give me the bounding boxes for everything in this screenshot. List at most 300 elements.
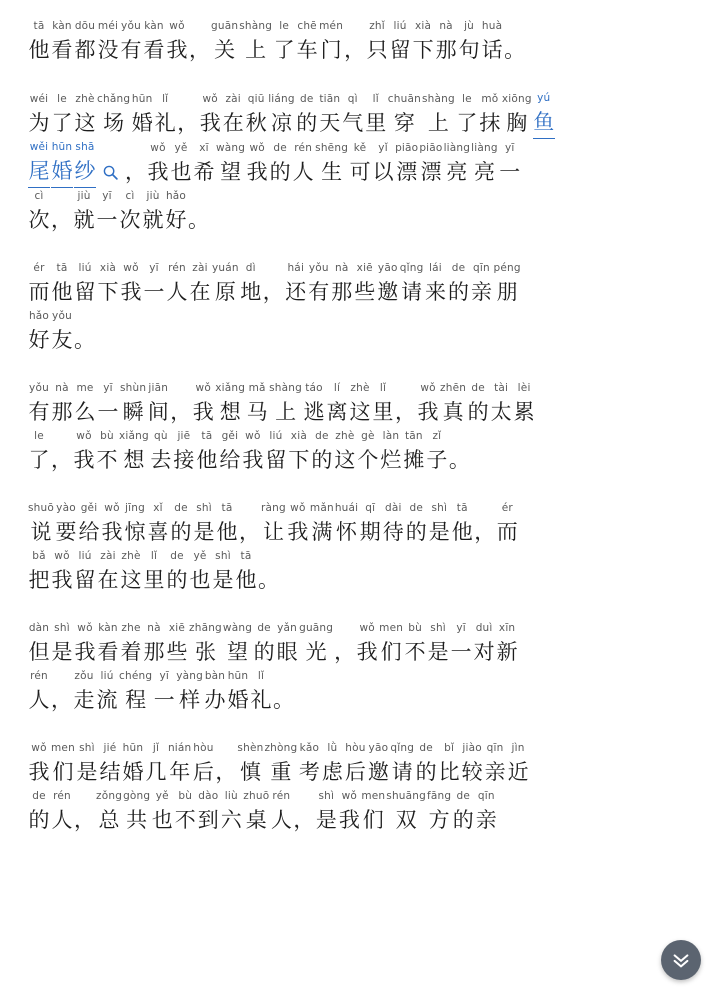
character-unit <box>382 502 404 548</box>
pinyin-label: kàn <box>144 20 164 32</box>
pinyin-label: zǒu <box>74 670 94 682</box>
character-unit <box>270 790 292 836</box>
pinyin-label: jiù <box>146 190 160 202</box>
pinyin-label: jiào <box>462 742 482 754</box>
hanzi-character: 留 <box>389 38 411 62</box>
pinyin-label: jiù <box>77 190 91 202</box>
text-line <box>28 742 701 788</box>
hanzi-character: ， <box>170 400 192 424</box>
hanzi-character: 好 <box>165 208 187 232</box>
hanzi-character: 的 <box>28 808 50 832</box>
pinyin-label: qì <box>347 93 358 105</box>
hanzi-character: 是 <box>193 520 215 544</box>
pinyin-label: qiū <box>247 93 265 105</box>
paragraph <box>28 382 701 476</box>
character-unit <box>189 550 211 596</box>
pinyin-label: làn <box>382 430 400 442</box>
character-unit <box>143 262 165 308</box>
pinyin-label: hūn <box>122 742 144 754</box>
character-unit <box>389 20 411 66</box>
hanzi-character: 句 <box>458 38 480 62</box>
character-unit <box>296 20 318 66</box>
hanzi-character: 的 <box>452 808 474 832</box>
character-unit <box>28 262 50 308</box>
character-unit <box>97 20 119 66</box>
character-unit <box>298 742 320 788</box>
character-unit <box>125 142 146 188</box>
hanzi-character: ， <box>395 400 417 424</box>
character-unit <box>74 550 96 596</box>
hanzi-character: 比 <box>438 760 460 784</box>
character-unit <box>308 262 330 308</box>
linked-character[interactable] <box>51 141 73 188</box>
pinyin-label: tā <box>201 430 213 442</box>
hanzi-character: 总 <box>98 808 120 832</box>
character-unit <box>215 382 245 428</box>
pinyin-label: lǐ <box>162 93 169 105</box>
character-unit <box>245 93 267 139</box>
character-unit <box>120 622 142 668</box>
character-unit <box>479 93 501 139</box>
hanzi-character: 在 <box>222 111 244 135</box>
character-unit <box>349 382 371 428</box>
character-unit <box>239 20 272 66</box>
character-unit <box>166 550 188 596</box>
hanzi-character: 希 <box>193 160 215 184</box>
hanzi-character: 还 <box>285 280 307 304</box>
hanzi-character: 有 <box>120 38 142 62</box>
character-unit <box>97 262 119 308</box>
hanzi-character: 年 <box>169 760 191 784</box>
pinyin-label: nà <box>55 382 69 394</box>
hanzi-character: 这 <box>120 568 142 592</box>
text-line <box>28 20 701 66</box>
hanzi-character: 瞬 <box>122 400 144 424</box>
hanzi-character: 就 <box>73 208 95 232</box>
hanzi-character: 去 <box>150 448 172 472</box>
character-unit <box>204 670 226 716</box>
pinyin-label: xià <box>290 430 307 442</box>
pinyin-label: táo <box>305 382 323 394</box>
hanzi-character: 气 <box>342 111 364 135</box>
character-unit <box>177 93 198 139</box>
pinyin-label: ér <box>33 262 45 274</box>
character-unit <box>124 502 146 548</box>
hanzi-character: 一 <box>96 208 118 232</box>
hanzi-character: 那 <box>435 38 457 62</box>
character-unit <box>147 142 169 188</box>
character-unit <box>367 742 389 788</box>
text-line <box>28 92 701 139</box>
character-unit <box>74 790 95 836</box>
character-unit <box>96 190 118 236</box>
pinyin-label: hòu <box>193 742 214 754</box>
character-unit <box>51 190 72 236</box>
pinyin-label: shì <box>318 790 335 802</box>
character-unit <box>331 262 353 308</box>
pinyin-label: lèi <box>517 382 531 394</box>
pinyin-label: le <box>279 20 289 32</box>
hanzi-character: 对 <box>473 640 495 664</box>
pinyin-label: dōu <box>74 20 96 32</box>
pinyin-label: cì <box>125 190 135 202</box>
hanzi-character: 我 <box>147 160 169 184</box>
hanzi-character: 想 <box>219 400 241 424</box>
hanzi-character: 人 <box>292 160 314 184</box>
character-unit <box>193 142 215 188</box>
hanzi-character: 重 <box>270 760 292 784</box>
character-unit <box>315 142 348 188</box>
character-unit <box>170 142 192 188</box>
hanzi-character: 了 <box>28 448 50 472</box>
character-unit <box>28 430 50 476</box>
hanzi-character: 门 <box>320 38 342 62</box>
hanzi-character: 惊 <box>124 520 146 544</box>
character-unit <box>28 20 50 66</box>
character-unit <box>151 790 173 836</box>
hanzi-character: 考 <box>298 760 320 784</box>
hanzi-character: 原 <box>214 280 236 304</box>
pinyin-label: duì <box>475 622 493 634</box>
pinyin-label: tā <box>33 20 45 32</box>
hanzi-character: 几 <box>145 760 167 784</box>
character-unit <box>395 142 418 188</box>
pinyin-label: yī <box>102 190 112 202</box>
pinyin-label: dài <box>384 502 402 514</box>
hanzi-character: 们 <box>362 808 384 832</box>
character-unit <box>243 790 269 836</box>
pinyin-label: bǐ <box>444 742 455 754</box>
character-unit <box>395 382 416 428</box>
hanzi-character: 我 <box>51 568 73 592</box>
pinyin-label: liú <box>78 550 92 562</box>
character-unit <box>388 93 421 139</box>
hanzi-character: 满 <box>311 520 333 544</box>
hanzi-character: 们 <box>52 760 74 784</box>
character-unit <box>51 310 73 356</box>
pinyin-label: wàng <box>216 142 246 154</box>
hanzi-character: 我 <box>101 520 123 544</box>
hanzi-character: 不 <box>96 448 118 472</box>
pinyin-label: liàng <box>471 142 498 154</box>
character-unit <box>470 262 492 308</box>
hanzi-character: 没 <box>97 38 119 62</box>
character-unit <box>239 502 260 548</box>
character-unit <box>74 310 95 356</box>
hanzi-character: 子 <box>426 448 448 472</box>
hanzi-character: 为 <box>28 111 50 135</box>
pinyin-label: wǒ <box>31 742 47 754</box>
character-unit <box>335 502 358 548</box>
hanzi-character: 请 <box>391 760 413 784</box>
hanzi-character: ， <box>239 520 261 544</box>
hanzi-character: 婚 <box>131 111 153 135</box>
character-unit <box>310 502 334 548</box>
pinyin-label: lí <box>333 382 341 394</box>
hanzi-character: 是 <box>427 640 449 664</box>
character-unit <box>292 142 314 188</box>
scroll-down-button[interactable] <box>661 940 701 980</box>
text-line <box>28 502 701 548</box>
hanzi-character: 鱼 <box>533 106 555 139</box>
character-unit <box>51 20 73 66</box>
pinyin-label: zài <box>100 550 116 562</box>
pinyin-label: huà <box>481 20 503 32</box>
pinyin-label: mén <box>319 20 344 32</box>
pinyin-label: nà <box>335 262 349 274</box>
hanzi-character: 可 <box>349 160 371 184</box>
hanzi-character: 着 <box>120 640 142 664</box>
pinyin-label: yuán <box>212 262 239 274</box>
linked-character[interactable] <box>74 141 96 188</box>
character-unit <box>166 262 188 308</box>
pinyin-label: liáng <box>268 93 295 105</box>
pinyin-label: rén <box>53 790 71 802</box>
hanzi-character: 双 <box>395 808 417 832</box>
pinyin-label: jù <box>464 20 475 32</box>
pinyin-label: qīn <box>473 262 490 274</box>
pinyin-label: gěi <box>80 502 98 514</box>
hanzi-character: 的 <box>269 160 291 184</box>
hanzi-character: ， <box>189 38 210 62</box>
hanzi-character: 他 <box>216 520 238 544</box>
text-line <box>28 550 701 596</box>
character-unit <box>484 742 506 788</box>
character-unit <box>273 20 295 66</box>
hanzi-character: 怀 <box>336 520 358 544</box>
hanzi-character: 他 <box>451 520 473 544</box>
hanzi-character: 的 <box>253 640 275 664</box>
pinyin-label: mǒ <box>481 93 499 105</box>
character-unit <box>235 550 257 596</box>
character-unit <box>424 262 446 308</box>
pinyin-label: yī <box>149 262 159 274</box>
pinyin-label: de <box>273 142 287 154</box>
hanzi-character: 留 <box>265 448 287 472</box>
hanzi-character: 走 <box>73 688 95 712</box>
pinyin-label: de <box>419 742 433 754</box>
character-unit <box>74 262 96 308</box>
character-unit <box>285 262 307 308</box>
text-line <box>28 382 701 428</box>
character-unit <box>444 142 471 188</box>
pinyin-label: liú <box>269 430 283 442</box>
hanzi-character: 近 <box>507 760 529 784</box>
linked-character[interactable] <box>28 141 50 188</box>
pinyin-label: wǒ <box>76 430 92 442</box>
hanzi-character: 话 <box>481 38 503 62</box>
text-line <box>28 190 701 236</box>
pinyin-label: wǒ <box>359 622 375 634</box>
hanzi-character: 后 <box>344 760 366 784</box>
hanzi-character: 亲 <box>470 280 492 304</box>
hanzi-character: 烂 <box>380 448 402 472</box>
character-unit <box>51 550 73 596</box>
hanzi-character: 人 <box>51 808 73 832</box>
hanzi-character: 。 <box>74 328 95 352</box>
character-unit <box>334 622 355 668</box>
pinyin-label: yǒu <box>308 262 329 274</box>
hanzi-character: 也 <box>170 160 192 184</box>
hanzi-character: 这 <box>74 111 96 135</box>
character-unit <box>76 742 98 788</box>
character-unit <box>97 550 119 596</box>
pinyin-label: zài <box>225 93 241 105</box>
hanzi-character: 友 <box>51 328 73 352</box>
paragraph <box>28 742 701 836</box>
pinyin-label: qù <box>154 430 168 442</box>
character-unit <box>96 790 122 836</box>
hanzi-character: 但 <box>28 640 50 664</box>
pinyin-label: de <box>300 93 314 105</box>
pinyin-label: wǒ <box>77 622 93 634</box>
pinyin-label: xī <box>199 142 209 154</box>
character-unit <box>246 382 268 428</box>
character-unit <box>377 262 399 308</box>
pinyin-label: piāo <box>419 142 443 154</box>
hanzi-character: 些 <box>354 280 376 304</box>
character-unit <box>386 790 426 836</box>
character-unit <box>426 430 448 476</box>
hanzi-character: 来 <box>424 280 446 304</box>
character-unit <box>28 190 50 236</box>
pinyin-label: nà <box>147 622 161 634</box>
pinyin-label: ér <box>501 502 513 514</box>
character-unit <box>123 790 150 836</box>
hanzi-character: 里 <box>372 400 394 424</box>
hanzi-character: 里 <box>143 568 165 592</box>
character-unit <box>101 502 123 548</box>
character-unit <box>481 20 503 66</box>
pinyin-label: zǒng <box>96 790 123 802</box>
hanzi-character: 礼 <box>154 111 176 135</box>
hanzi-character: 是 <box>76 760 98 784</box>
pinyin-label: xiē <box>168 622 186 634</box>
character-unit <box>334 430 356 476</box>
hanzi-character: 新 <box>496 640 518 664</box>
pinyin-label: wǒ <box>195 382 211 394</box>
pinyin-label: wǒ <box>245 430 261 442</box>
pinyin-label: lǐ <box>379 382 387 394</box>
hanzi-character: ， <box>474 520 496 544</box>
character-unit <box>28 310 50 356</box>
hanzi-character: 下 <box>412 38 434 62</box>
search-icon[interactable] <box>97 156 123 188</box>
hanzi-character: 胸 <box>506 111 528 135</box>
character-unit <box>165 190 187 236</box>
pinyin-label: kě <box>353 142 367 154</box>
character-unit <box>273 670 294 716</box>
character-unit <box>168 742 191 788</box>
character-unit <box>400 262 424 308</box>
hanzi-character: 了 <box>51 111 73 135</box>
pinyin-label: yàng <box>176 670 203 682</box>
pinyin-label: jīng <box>125 502 145 514</box>
character-unit <box>361 790 385 836</box>
character-unit <box>422 93 455 139</box>
character-unit <box>268 93 295 139</box>
character-unit <box>51 430 72 476</box>
character-unit <box>28 550 50 596</box>
hanzi-character: 这 <box>334 448 356 472</box>
pinyin-label: yī <box>103 382 113 394</box>
character-unit <box>73 190 95 236</box>
character-unit <box>51 742 75 788</box>
pinyin-label: zhè <box>350 382 370 394</box>
pinyin-label: péng <box>493 262 521 274</box>
character-unit <box>499 142 521 188</box>
linked-character[interactable] <box>533 92 555 139</box>
hanzi-character: 就 <box>142 208 164 232</box>
hanzi-character: 说 <box>30 520 52 544</box>
character-unit <box>412 20 434 66</box>
hanzi-character: 望 <box>220 160 242 184</box>
character-unit <box>212 550 234 596</box>
pinyin-label: wǒ <box>202 93 218 105</box>
hanzi-character: 喜 <box>147 520 169 544</box>
hanzi-character: 亲 <box>484 760 506 784</box>
hanzi-character: 次 <box>28 208 50 232</box>
pinyin-label: nián <box>167 742 192 754</box>
hanzi-character: 都 <box>74 38 96 62</box>
character-unit <box>173 430 195 476</box>
hanzi-character: 而 <box>28 280 50 304</box>
hanzi-character: 漂 <box>396 160 418 184</box>
hanzi-character: ， <box>51 688 72 712</box>
character-unit <box>189 20 210 66</box>
pinyin-label: qīn <box>486 742 504 754</box>
pinyin-label: men <box>361 790 386 802</box>
character-unit <box>461 742 483 788</box>
pinyin-label: rén <box>30 670 48 682</box>
hanzi-character: 婚 <box>227 688 249 712</box>
hanzi-character: 他 <box>235 568 257 592</box>
hanzi-character: 尾 <box>28 155 50 188</box>
character-unit <box>51 622 73 668</box>
hanzi-character: 。 <box>504 38 526 62</box>
hanzi-character: ， <box>125 160 146 184</box>
hanzi-character: 的 <box>447 280 469 304</box>
pinyin-label: qī <box>365 502 376 514</box>
hanzi-character: 而 <box>496 520 518 544</box>
character-unit <box>458 20 480 66</box>
character-unit <box>28 502 54 548</box>
hanzi-character: 那 <box>143 640 165 664</box>
hanzi-character: 婚 <box>122 760 144 784</box>
text-line <box>28 262 701 308</box>
pinyin-label: dàn <box>28 622 50 634</box>
hanzi-character: 留 <box>74 280 96 304</box>
hanzi-character: 较 <box>461 760 483 784</box>
paragraph <box>28 92 701 236</box>
character-unit <box>78 502 100 548</box>
pinyin-label: dào <box>198 790 219 802</box>
hanzi-character: 的 <box>405 520 427 544</box>
pinyin-label: hǎo <box>28 310 50 322</box>
character-unit <box>319 20 343 66</box>
hanzi-character: 把 <box>28 568 50 592</box>
pinyin-label: mǎ <box>248 382 266 394</box>
hanzi-character: 我 <box>338 808 360 832</box>
pinyin-label: shàng <box>269 382 303 394</box>
pinyin-label: xiǎng <box>215 382 246 394</box>
pinyin-label: bù <box>100 430 114 442</box>
pinyin-label: fāng <box>427 790 452 802</box>
hanzi-character: 我 <box>192 400 214 424</box>
pinyin-label: jiān <box>148 382 169 394</box>
hanzi-character: 是 <box>428 520 450 544</box>
character-unit <box>493 262 520 308</box>
